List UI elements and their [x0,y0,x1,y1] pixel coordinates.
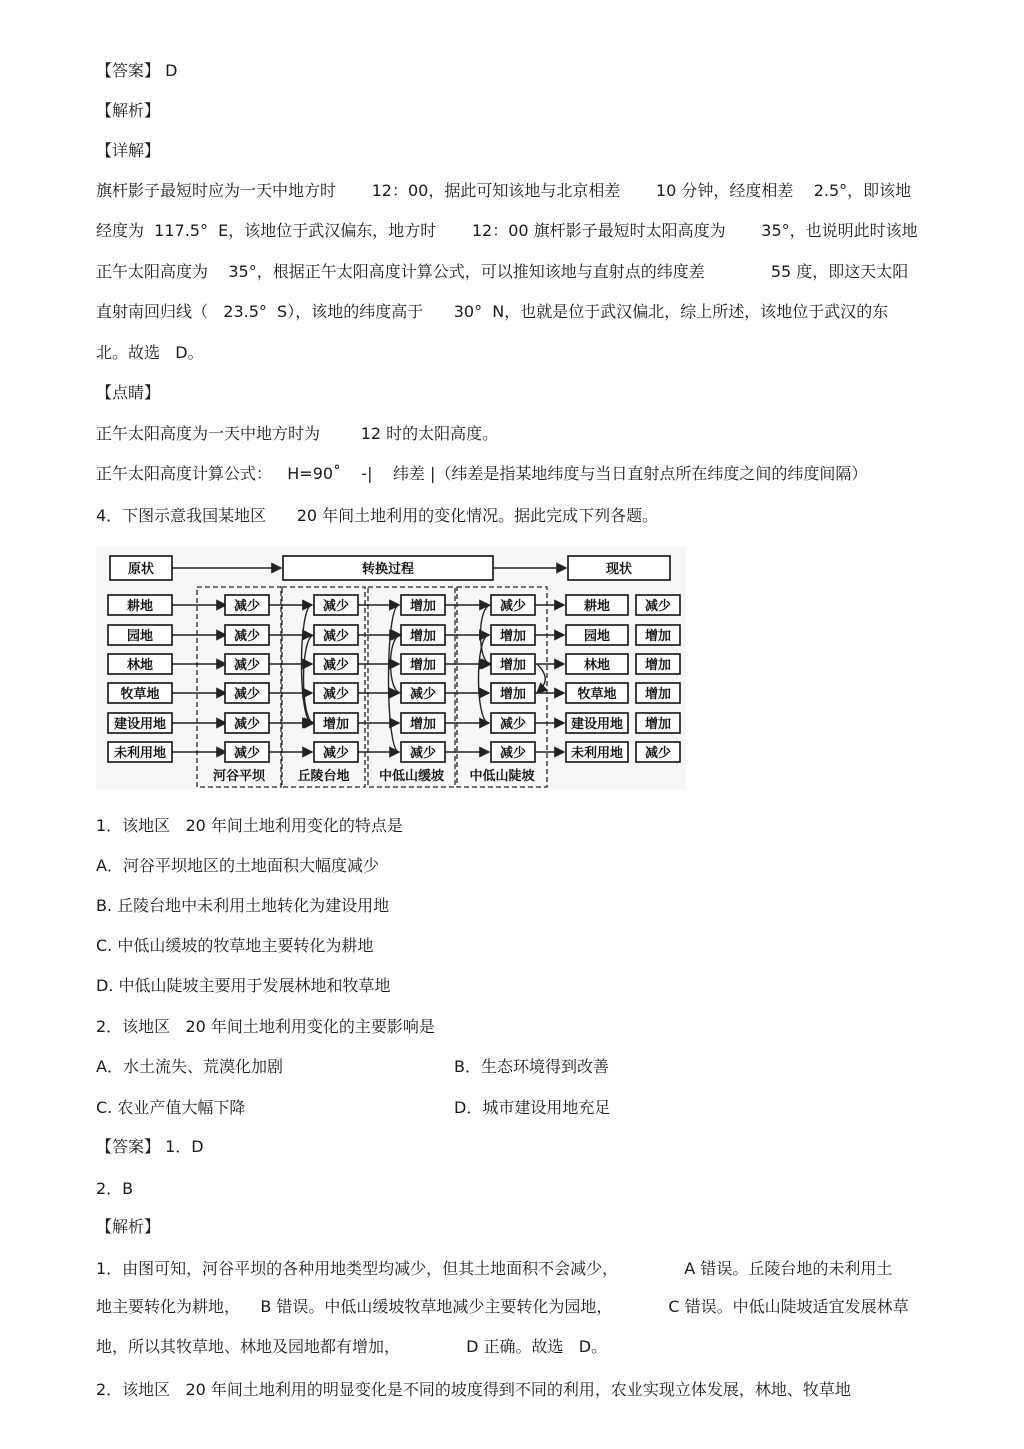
header-process: 转换过程 [361,562,415,577]
zone-change: 增加 [409,717,437,732]
detail-text-line: 正午太阳高度为 35°，根据正午太阳高度计算公式，可以推知该地与直射点的纬度差 55 度，即这天太阳 [96,262,909,281]
zone-change: 减少 [499,599,527,614]
question-1-stem: 1．该地区 20 年间土地利用变化的特点是 [96,816,403,835]
tip-text-line: 正午太阳高度为一天中地方时为 12 时的太阳高度。 [96,424,499,443]
q2-option-a: A．水土流失、荒漠化加剧 [96,1057,283,1076]
answer-2: 2．B [96,1179,134,1198]
zone-change: 增加 [499,629,527,644]
q1-option-d: D. 中低山陡坡主要用于发展林地和牧草地 [96,976,391,995]
zone-change: 增加 [409,629,437,644]
q2-option-c: C. 农业产值大幅下降 [96,1098,246,1117]
land-type-original: 建设用地 [113,717,167,732]
zone-change: 减少 [322,658,350,673]
land-use-diagram [96,547,686,790]
q2-option-b: B．生态环境得到改善 [454,1057,609,1076]
result-change: 增加 [644,629,672,644]
zone-change: 减少 [233,599,261,614]
result-change: 减少 [644,599,672,614]
land-type-current: 园地 [583,629,611,644]
zone-change: 增加 [499,687,527,702]
land-type-original: 牧草地 [120,687,160,702]
formula-line: 正午太阳高度计算公式： H=90˚ -| 纬差 |（纬差是指某地纬度与当日直射点所在纬度之间的纬度间隔） [96,464,868,483]
land-type-original: 未利用地 [113,746,167,761]
header-current: 现状 [605,562,633,577]
land-type-original: 园地 [126,629,154,644]
zone-label: 河谷平坝 [212,769,266,784]
q2-option-d: D．城市建设用地充足 [454,1098,611,1117]
zone-change: 减少 [233,629,261,644]
q1-option-c: C. 中低山缓坡的牧草地主要转化为耕地 [96,936,374,955]
result-change: 增加 [644,687,672,702]
zone-label: 丘陵台地 [297,769,350,784]
zone-change: 减少 [322,746,350,761]
detail-text-line: 北。故选 D。 [96,343,204,362]
answer-label: 【答案】 1．D [96,1137,204,1156]
zone-change: 增加 [322,717,350,732]
zone-change: 减少 [233,658,261,673]
result-change: 增加 [644,717,672,732]
header-original: 原状 [127,562,155,577]
analysis-text-line: 1．由图可知，河谷平坝的各种用地类型均减少，但其土地面积不会减少， A 错误。丘陵台地的未利用土 [96,1259,893,1278]
detail-text-line: 直射南回归线（ 23.5° S），该地的纬度高于 30° N，也就是位于武汉偏北，综上所述，该地位于武汉的东 [96,302,889,321]
zone-change: 减少 [409,746,437,761]
result-change: 减少 [644,746,672,761]
answer-label: 【答案】 D [96,61,178,80]
question-4-stem: 4．下图示意我国某地区 20 年间土地利用的变化情况。据此完成下列各题。 [96,506,659,525]
land-type-current: 牧草地 [577,687,617,702]
zone-change: 增加 [409,658,437,673]
q1-option-b: B. 丘陵台地中未利用土地转化为建设用地 [96,896,390,915]
analysis-label: 【解析】 [96,1217,161,1236]
zone-label: 中低山缓坡 [378,769,445,784]
zone-change: 减少 [233,687,261,702]
analysis-text-line: 地主要转化为耕地， B 错误。中低山缓坡牧草地减少主要转化为园地， C 错误。中低山陡坡适宜发展林草 [96,1297,909,1316]
zone-change: 减少 [233,746,261,761]
zone-change: 增加 [409,599,437,614]
analysis-label: 【解析】 [96,101,161,120]
zone-change: 减少 [322,599,350,614]
land-type-original: 林地 [126,658,154,673]
zone-change: 增加 [499,658,527,673]
detail-text-line: 旗杆影子最短时应为一天中地方时 12：00，据此可知该地与北京相差 10 分钟，经度相差 2.5°，即该地 [96,181,912,200]
question-2-stem: 2．该地区 20 年间土地利用变化的主要影响是 [96,1017,435,1036]
zone-label: 中低山陡坡 [469,769,535,784]
land-type-current: 建设用地 [570,717,624,732]
detail-text-line: 经度为 117.5° E，该地位于武汉偏东，地方时 12：00 旗杆影子最短时太阳高度为 35°，也说明此时该地 [96,221,918,240]
result-change: 增加 [644,658,672,673]
zone-change: 减少 [233,717,261,732]
zone-change: 减少 [499,717,527,732]
land-type-current: 未利用地 [570,746,624,761]
analysis-text-line: 地，所以其牧草地、林地及园地都有增加， D 正确。故选 D。 [96,1337,608,1356]
zone-change: 减少 [322,629,350,644]
zone-change: 减少 [322,687,350,702]
q1-option-a: A．河谷平坝地区的土地面积大幅度减少 [96,856,379,875]
zone-change: 减少 [409,687,437,702]
tip-label: 【点睛】 [96,383,161,402]
land-type-current: 林地 [583,658,611,673]
analysis-text-line: 2．该地区 20 年间土地利用的明显变化是不同的坡度得到不同的利用，农业实现立体发展，林地、牧草地 [96,1380,851,1399]
land-type-current: 耕地 [583,599,611,614]
detail-label: 【详解】 [96,141,161,160]
land-type-original: 耕地 [126,599,154,614]
zone-change: 减少 [499,746,527,761]
